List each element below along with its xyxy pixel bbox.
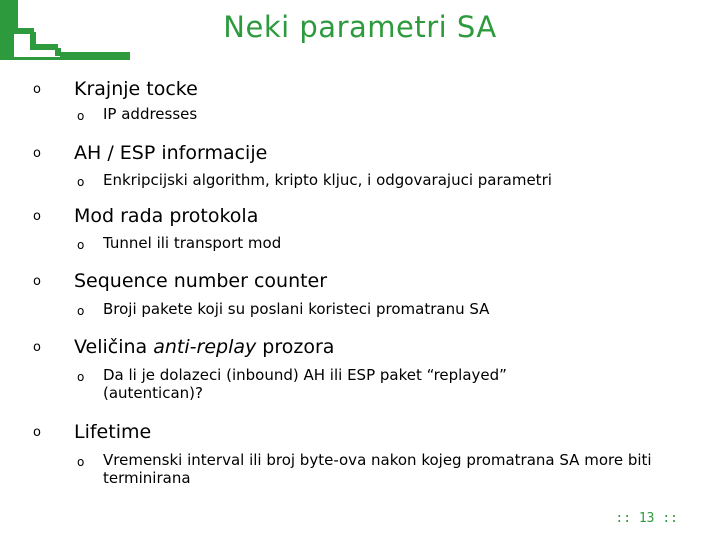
sub-item-text: Vremenski interval ili broj byte-ova nakon kojeg promatrana SA more biti terminirana bbox=[103, 451, 652, 487]
sub-item-text: Da li je dolazeci (inbound) AH ili ESP paket “replayed” (autentican)? bbox=[103, 366, 507, 402]
item-label: Lifetime bbox=[74, 421, 152, 443]
item-label: Mod rada protokola bbox=[74, 205, 259, 227]
sub-item-text: IP addresses bbox=[103, 105, 198, 123]
slide-title: Neki parametri SA bbox=[223, 10, 497, 44]
sub-bullet-marker: o bbox=[77, 175, 85, 189]
sub-bullet-marker: o bbox=[77, 455, 85, 469]
bullet-marker: o bbox=[33, 82, 41, 97]
sub-bullet-marker: o bbox=[77, 304, 85, 318]
item-label-italic: anti-replay bbox=[153, 336, 257, 358]
item-label: Krajnje tocke bbox=[74, 78, 198, 100]
sub-item-text: Tunnel ili transport mod bbox=[103, 234, 282, 252]
bullet-marker: o bbox=[33, 274, 41, 289]
bullet-marker: o bbox=[33, 425, 41, 440]
sub-bullet-marker: o bbox=[77, 109, 85, 123]
item-label-suffix: prozora bbox=[256, 336, 335, 358]
page-number: :: 13 :: bbox=[615, 511, 678, 526]
sub-bullet-marker: o bbox=[77, 238, 85, 252]
item-label: Sequence number counter bbox=[74, 270, 328, 292]
bullet-marker: o bbox=[33, 209, 41, 224]
sub-bullet-marker: o bbox=[77, 370, 85, 384]
item-label: AH / ESP informacije bbox=[74, 142, 268, 164]
item-label bbox=[74, 336, 334, 358]
sub-item-text: Enkripcijski algorithm, kripto kljuc, i odgovarajuci parametri bbox=[103, 171, 552, 189]
item-label-prefix: Veličina bbox=[74, 336, 154, 358]
bullet-marker: o bbox=[33, 340, 41, 355]
bullet-marker: o bbox=[33, 146, 41, 161]
sub-item-text: Broji pakete koji su poslani koristeci promatranu SA bbox=[103, 300, 490, 318]
